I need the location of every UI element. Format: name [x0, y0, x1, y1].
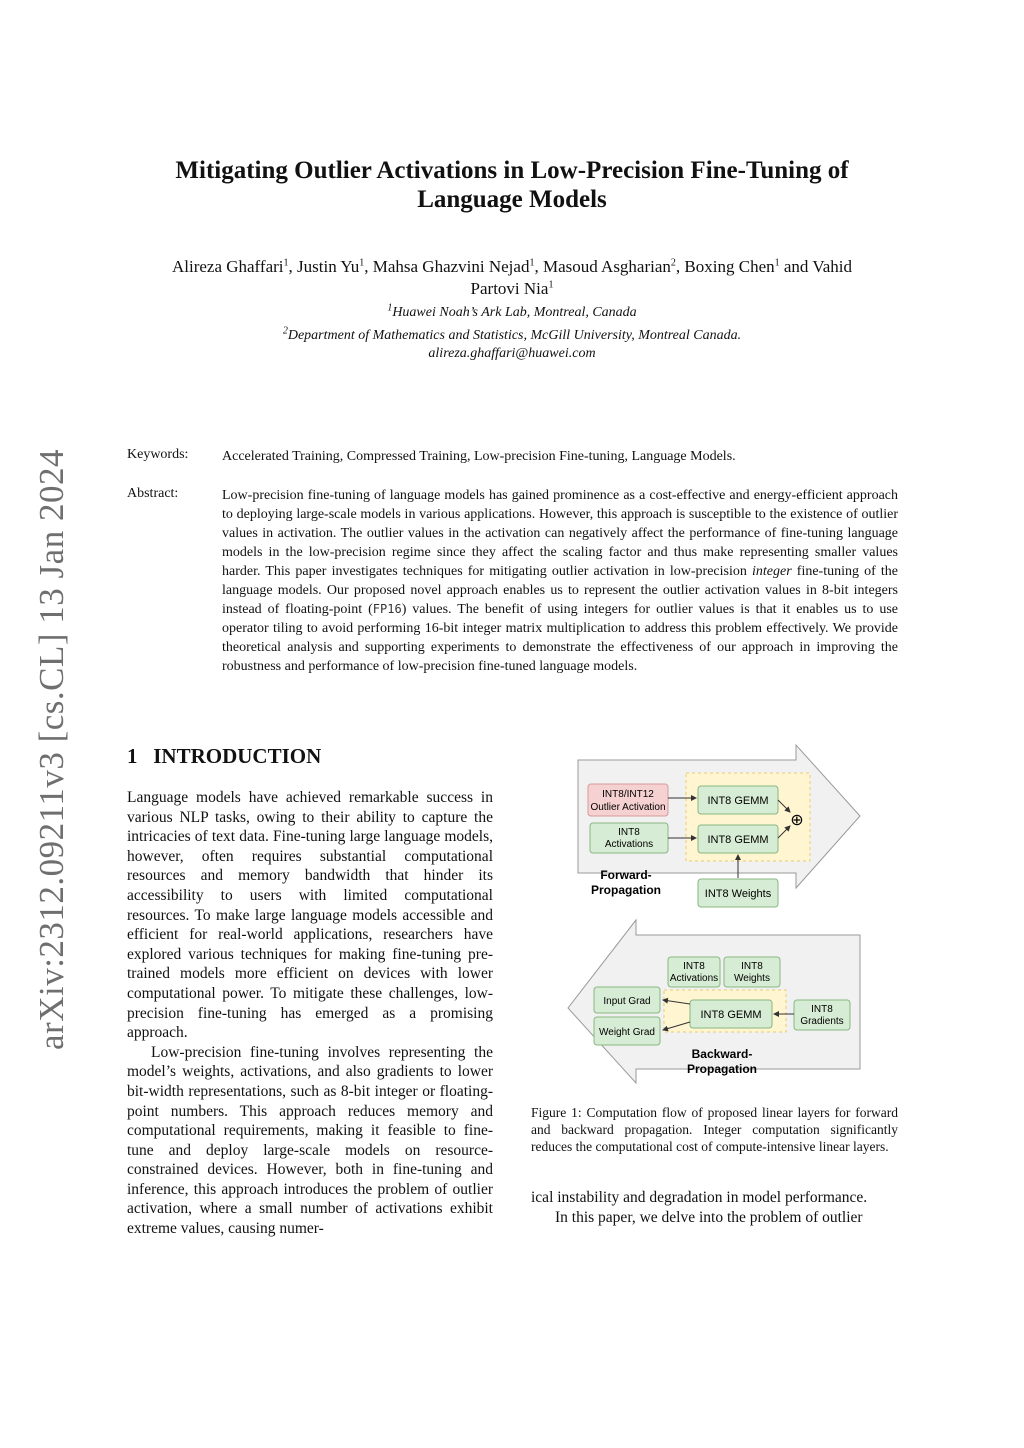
affil-text: Department of Mathematics and Statistics, McGill University, Montreal Canada.: [287, 328, 742, 343]
bw-activations-label-2: Activations: [669, 973, 719, 984]
author-name: Justin Yu: [297, 257, 360, 276]
intro-continuation-line: In this paper, we delve into the problem of outlier: [555, 1208, 863, 1226]
intro-paragraph-1: Language models have achieved remarkable success in various NLP tasks, owing to their ability to capture the intricacies of text data. Fine-tuning large language models, however, often requires substantial computational resources and memory bandwidth that hinder its accessibility to users with limited computational resources. To make large language models accessible and efficient for real-world applications, researchers have explored various techniques for making fine-tuning pre-trained models more efficient on devices with lower computational power. To mitigate these challenges, low-precision fine-tuning has emerged as a promising approach.: [127, 789, 493, 1042]
forward-label-2: Propagation: [590, 883, 662, 897]
affil-sup: 2: [282, 325, 288, 337]
author-name: Alireza Ghaffari: [171, 257, 284, 276]
section-title: INTRODUCTION: [153, 744, 322, 768]
author-name: Boxing Chen: [684, 257, 775, 276]
section-number: 1: [127, 744, 138, 768]
abstract-label: Abstract:: [127, 486, 179, 501]
abstract-code: FP16: [372, 602, 402, 616]
keywords-label: Keywords:: [127, 447, 189, 462]
add-symbol: ⊕: [790, 812, 804, 829]
outlier-label-1: INT8/INT12: [602, 789, 654, 800]
affil-sup: 1: [387, 302, 393, 314]
weights-label: INT8 Weights: [704, 888, 772, 900]
bw-weights-label-1: INT8: [741, 961, 763, 972]
intro-paragraph-2: Low-precision fine-tuning involves representing the model’s weights, activations, and also gradients to lower bit-width representations, such as 8-bit integer or floating-point numbers. This approach reduces memory and computational requirements, making it feasible to fine-tune and deploy large-scale models on resource-constrained devices. However, both in fine-tuning and inference, this approach introduces the problem of outlier activation, where a small number of activations exhibit extreme values, causing numer-: [127, 1043, 493, 1238]
author-affil-sup: 1: [359, 257, 365, 269]
abstract-text: [222, 486, 898, 676]
intro-left-column: [127, 788, 493, 1239]
author-affil-sup: 1: [283, 257, 289, 269]
gemm-top-label: INT8 GEMM: [707, 795, 769, 807]
figure-1-diagram: [566, 742, 866, 1088]
paper-title: [140, 156, 884, 214]
author-name: Mahsa Ghazvini Nejad: [372, 257, 530, 276]
author-affil-sup: 2: [670, 257, 676, 269]
author-affil-sup: 1: [774, 257, 780, 269]
author-email: alireza.ghaffari@huawei.com: [428, 346, 596, 361]
outlier-label-2: Outlier Activation: [590, 802, 666, 813]
gradients-label-2: Gradients: [800, 1016, 844, 1027]
section-heading: [127, 744, 321, 769]
abstract-italic: integer: [752, 564, 792, 579]
intro-continuation-line: ical instability and degradation in model performance.: [531, 1189, 868, 1206]
forward-label-1: Forward-: [600, 868, 652, 882]
abstract-part: ) values. The benefit of using integers for outlier values is that it enables us to use operator tiling to avoid performing 16-bit integer matrix multiplication to address this problem effectively. We provide theoretical analysis and supporting experiments to demonstrate the effectiveness of our approach in improving the robustness and performance of low-precision fine-tuned language models.: [222, 602, 898, 674]
backward-label-2: Propagation: [686, 1062, 758, 1076]
author-affil-sup: 1: [529, 257, 535, 269]
keywords-text: Accelerated Training, Compressed Training, Low-precision Fine-tuning, Language Models.: [222, 449, 736, 464]
activations-label-1: INT8: [618, 827, 640, 838]
author-list: Alireza Ghaffari$^1$, Justin Yu$^1$, Mahsa Ghazvini Nejad$^1$, Masoud Asgharian$^2$, Boxing Chen$^1$ and Vahid Partovi Nia$^1$: [171, 257, 853, 298]
arxiv-identifier: arXiv:2312.09211v3 [cs.CL] 13 Jan 2024: [32, 449, 71, 1050]
abstract-part: Low-precision fine-tuning of language models has gained prominence as a cost-effective and energy-efficient approach to deploying large-scale models in various applications. However, this approach is susceptible to the existence of outlier values in activation. The outlier values in the activation can negatively affect the performance of fine-tuning language models in the low-precision regime since they affect the scaling factor and thus make representing smaller values harder. This paper investigates techniques for mitigating outlier activation in low-precision: [222, 488, 898, 579]
gemm-bottom-label: INT8 GEMM: [707, 834, 769, 846]
intro-right-column: [531, 1188, 898, 1227]
author-affil-sup: 1: [548, 279, 554, 291]
bw-weights-label-2: Weights: [734, 973, 770, 984]
affiliation-2: [110, 327, 914, 345]
bw-activations-label-1: INT8: [683, 961, 705, 972]
bw-gemm-label: INT8 GEMM: [700, 1009, 762, 1021]
activations-label-2: Activations: [604, 839, 654, 850]
gradients-label-1: INT8: [811, 1004, 833, 1015]
figure-caption: Figure 1: Computation flow of proposed linear layers for forward and backward propagation. Integer computation significantly reduces the computational cost of compute-intensive linear layers.: [531, 1105, 898, 1154]
title-line-2: Language Models: [417, 186, 607, 213]
author-name: Partovi Nia: [470, 279, 549, 298]
affiliation-1: [110, 304, 914, 322]
input-grad-label: Input Grad: [603, 996, 651, 1007]
weight-grad-label: Weight Grad: [599, 1027, 655, 1038]
author-conjunction: and Vahid: [783, 257, 853, 276]
author-name: Masoud Asgharian: [542, 257, 671, 276]
title-line-1: Mitigating Outlier Activations in Low-Precision Fine-Tuning of: [175, 157, 849, 184]
affil-text: Huawei Noah’s Ark Lab, Montreal, Canada: [392, 305, 637, 320]
backward-label-1: Backward-: [691, 1047, 753, 1061]
abstract-part: fine-tuning of the language models. Our proposed novel approach enables us to represent the outlier activation values in 8-bit integers instead of floating-point (: [222, 564, 898, 617]
